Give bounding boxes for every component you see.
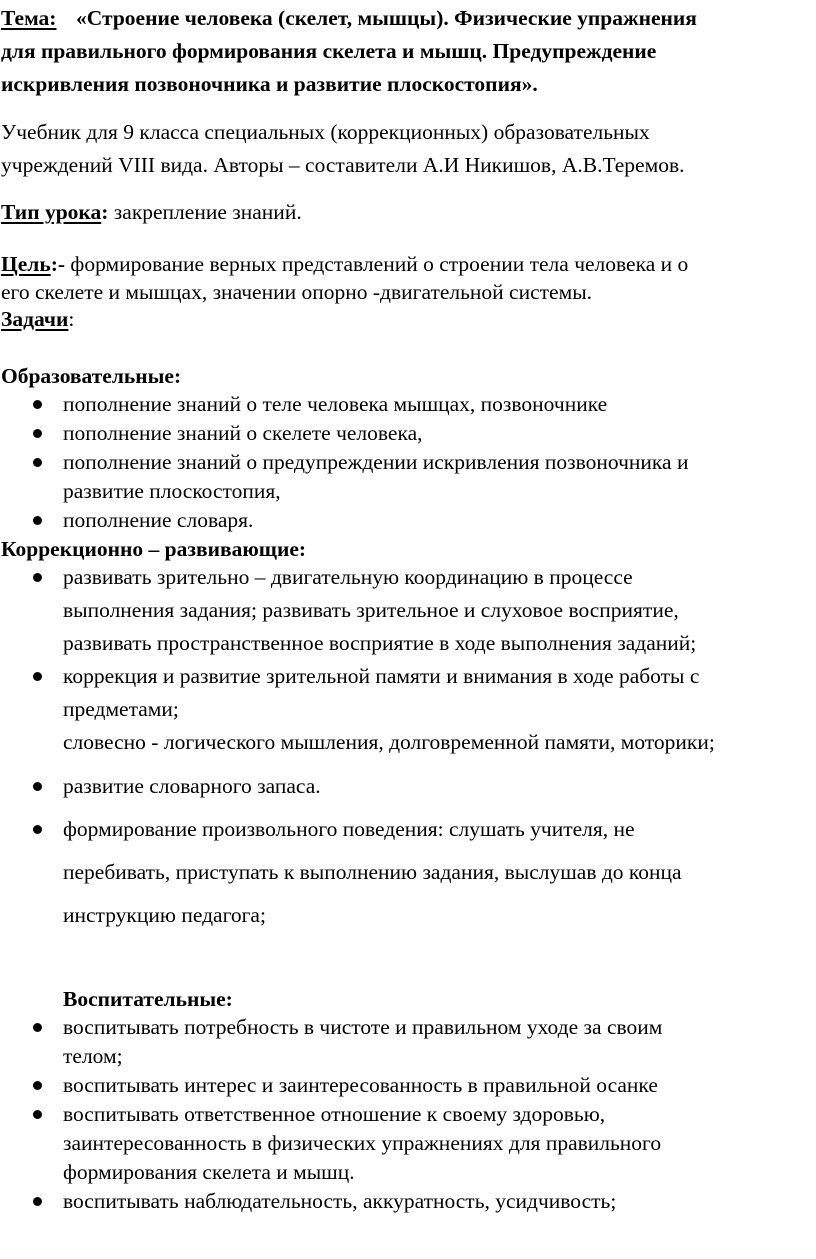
bullet-icon [33, 825, 42, 834]
lesson-type-label: Тип урока [1, 200, 102, 224]
list-item: пополнение словаря. [63, 508, 254, 532]
lesson-goal [1, 254, 688, 276]
bullet-icon [33, 672, 42, 681]
tasks-label: Задачи [1, 307, 69, 331]
list-item-continuation: перебивать, приступать к выполнению задания, выслушав до конца [63, 860, 682, 884]
goal-text-1: формирование верных представлений о строении тела человека и о [65, 252, 689, 276]
bullet-icon [33, 1110, 42, 1119]
bullet-icon [33, 400, 42, 409]
bullet-icon [33, 458, 42, 467]
list-item: пополнение знаний о предупреждении искривления позвоночника и [63, 450, 689, 474]
list-item-continuation: выполнения задания; развивать зрительное и слуховое восприятие, [63, 598, 679, 622]
bullet-icon [33, 516, 42, 525]
upbringing-heading: Воспитательные: [63, 987, 233, 1011]
goal-text-2: его скелете и мышцах, значении опорно -двигательной системы. [1, 280, 593, 304]
list-item: развитие словарного запаса. [63, 774, 321, 798]
tasks-colon: : [68, 307, 75, 331]
list-item-continuation: инструкцию педагога; [63, 903, 266, 927]
list-item-continuation: формирования скелета и мышц. [63, 1160, 355, 1184]
goal-label: Цель [1, 252, 51, 276]
list-item-continuation: телом; [63, 1044, 123, 1068]
topic-line-1: «Строение человека (скелет, мышцы). Физические упражнения [76, 6, 697, 30]
list-item-continuation: словесно - логического мышления, долговременной памяти, моторики; [63, 730, 715, 754]
list-item-continuation: заинтересованность в физических упражнениях для правильного [63, 1131, 662, 1155]
list-item: развивать зрительно – двигательную координацию в процессе [63, 565, 633, 589]
bullet-icon [33, 1023, 42, 1032]
bullet-icon [33, 1081, 42, 1090]
list-item: формирование произвольного поведения: слушать учителя, не [63, 817, 635, 841]
goal-colon: :- [50, 252, 66, 276]
topic-line-3: искривления позвоночника и развитие плоскостопия». [1, 72, 538, 96]
lesson-type-colon: : [101, 200, 109, 224]
list-item: воспитывать ответственное отношение к своему здоровью, [63, 1102, 606, 1126]
lesson-type-value: закрепление знаний. [108, 200, 302, 224]
textbook-line-2: учреждений VIII вида. Авторы – составители А.И Никишов, А.В.Теремов. [1, 153, 685, 177]
list-item: воспитывать наблюдательность, аккуратность, усидчивость; [63, 1189, 617, 1213]
list-item: пополнение знаний о скелете человека, [63, 421, 423, 445]
list-item: коррекция и развитие зрительной памяти и внимания в ходе работы с [63, 664, 700, 688]
bullet-icon [33, 1197, 42, 1206]
bullet-icon [33, 429, 42, 438]
list-item: пополнение знаний о теле человека мышцах, позвоночнике [63, 392, 608, 416]
list-item-continuation: предметами; [63, 697, 179, 721]
bullet-icon [33, 573, 42, 582]
correctional-heading: Коррекционно – развивающие: [1, 537, 307, 561]
list-item: воспитывать потребность в чистоте и правильном уходе за своим [63, 1015, 663, 1039]
bullet-icon [33, 782, 42, 791]
lesson-type [1, 202, 302, 224]
tasks-heading [1, 309, 74, 331]
list-item-continuation: развитие плоскостопия, [63, 479, 281, 503]
list-item-continuation: развивать пространственное восприятие в ходе выполнения заданий; [63, 631, 697, 655]
topic-label: Тема: [1, 6, 57, 30]
educational-heading: Образовательные: [1, 364, 182, 388]
textbook-line-1: Учебник для 9 класса специальных (коррекционных) образовательных [1, 120, 650, 144]
topic-line-2: для правильного формирования скелета и мышц. Предупреждение [1, 39, 657, 63]
list-item: воспитывать интерес и заинтересованность в правильной осанке [63, 1073, 658, 1097]
